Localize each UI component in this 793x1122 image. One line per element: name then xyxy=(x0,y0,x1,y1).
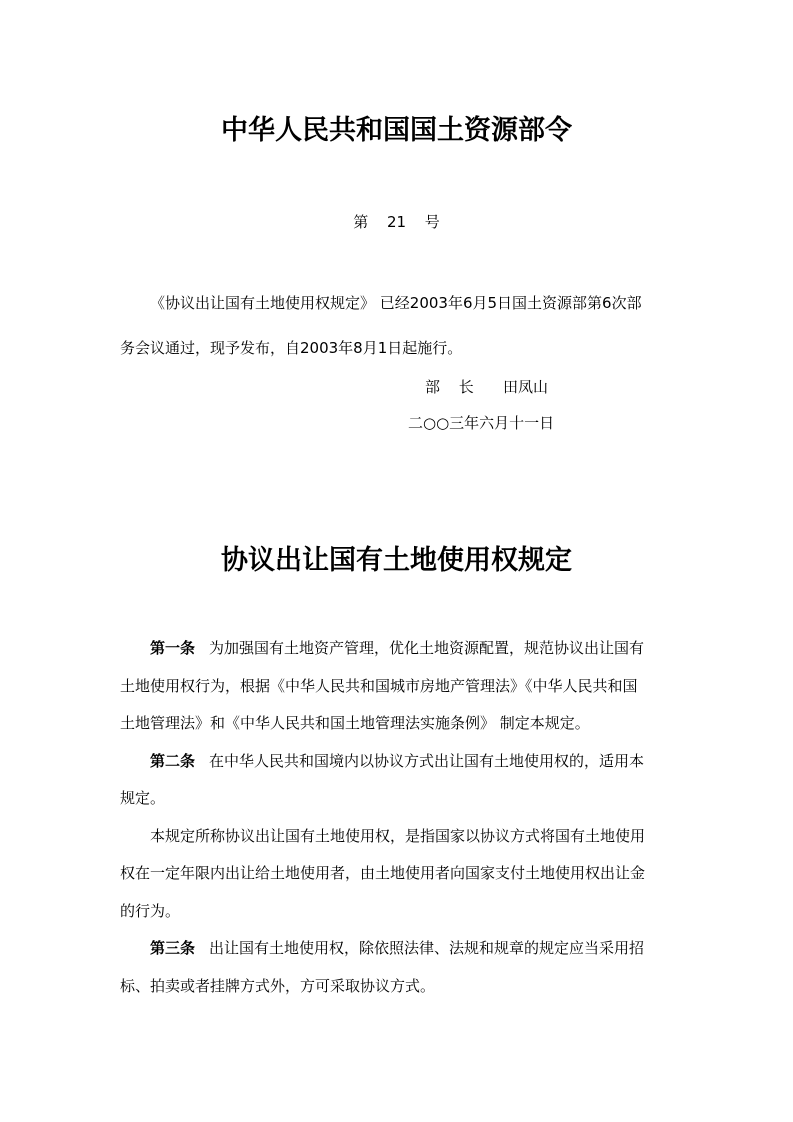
decree-paragraph-line: 务会议通过，现予发布，自2003年8月1日起施行。 xyxy=(120,339,463,357)
article-1-line: 土地使用权行为，根据《中华人民共和国城市房地产管理法》《中华人民共和国 xyxy=(120,677,638,695)
decree-date: 二○○三年六月十一日 xyxy=(408,414,555,432)
signer-name: 田凤山 xyxy=(503,378,549,396)
article-2-first-line xyxy=(150,751,644,771)
regulation-title: 协议出让国有土地使用权规定 xyxy=(221,545,572,576)
article-1-first-line xyxy=(150,638,644,658)
article-3-first-line xyxy=(150,938,644,958)
article-2-text: 在中华人民共和国境内以协议方式出让国有土地使用权的，适用本 xyxy=(209,752,645,770)
article-2-label: 第二条 xyxy=(150,752,196,770)
article-2-para2-line: 权在一定年限内出让给土地使用者，由土地使用者向国家支付土地使用权出让金 xyxy=(120,864,646,882)
signer-title: 部 长 xyxy=(425,378,474,396)
decree-number: 第 21 号 xyxy=(353,213,440,231)
article-1-text: 为加强国有土地资产管理，优化土地资源配置，规范协议出让国有 xyxy=(209,639,645,657)
decree-title: 中华人民共和国国土资源部令 xyxy=(221,115,572,146)
article-2-line: 规定。 xyxy=(120,789,166,807)
article-1-line: 土地管理法》和《中华人民共和国土地管理法实施条例》 制定本规定。 xyxy=(120,714,590,732)
article-2-para2-line: 的行为。 xyxy=(120,902,181,920)
article-1-label: 第一条 xyxy=(150,639,196,657)
article-3-text: 出让国有土地使用权，除依照法律、法规和规章的规定应当采用招 xyxy=(209,939,645,957)
article-3-line: 标、拍卖或者挂牌方式外，方可采取协议方式。 xyxy=(120,977,436,995)
article-2-para2-line: 本规定所称协议出让国有土地使用权，是指国家以协议方式将国有土地使用 xyxy=(150,827,646,845)
decree-paragraph-line: 《协议出让国有土地使用权规定》 已经2003年6月5日国土资源部第6次部 xyxy=(150,294,642,312)
article-3-label: 第三条 xyxy=(150,939,196,957)
